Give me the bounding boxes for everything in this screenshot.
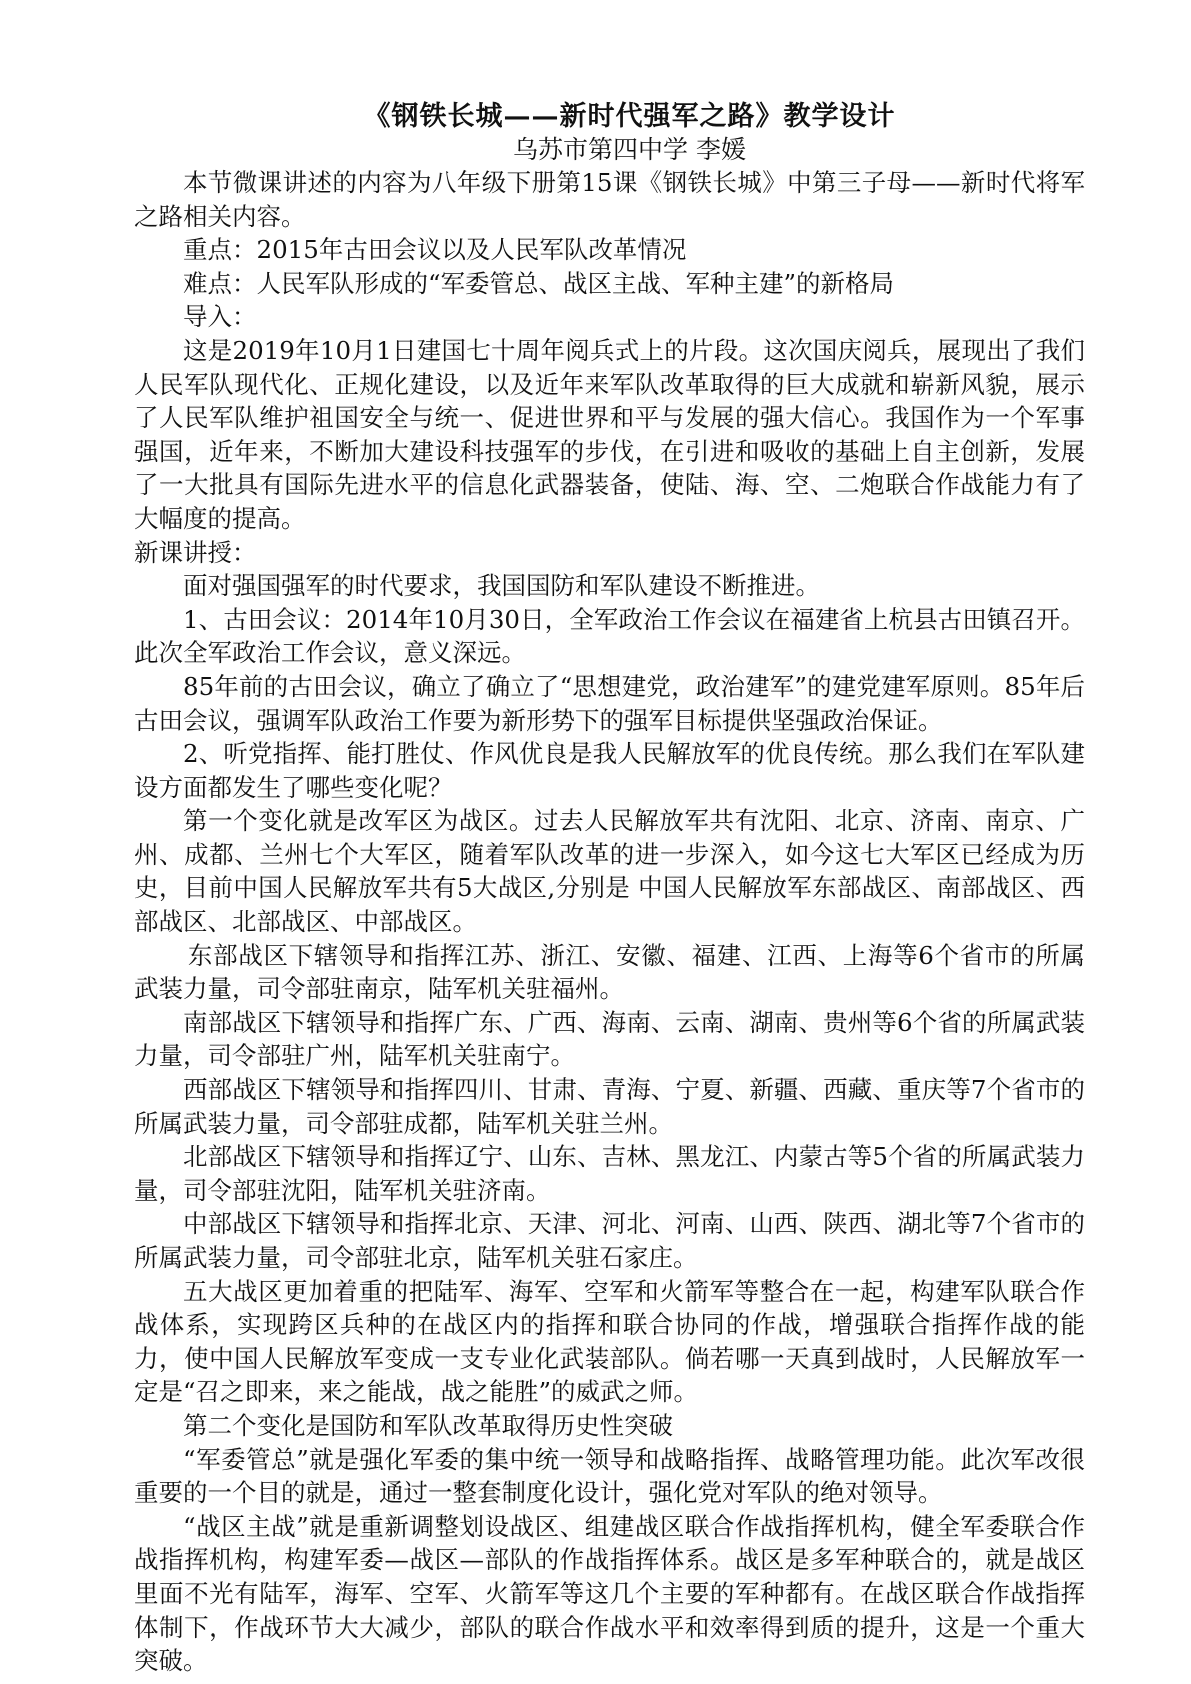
new-lesson-heading: 新课讲授：	[134, 537, 257, 567]
body-paragraph: “战区主战”就是重新调整划设战区、组建战区联合作战指挥机构，健全军委联合作战指挥机构，构建军委—战区—部队的作战指挥体系。战区是多军种联合的，就是战区里面不光有陆军，海军、空军、火箭军等这几个主要的军种都有。在战区联合作战指挥体制下，作战环节大大减少，部队的联合作战水平和效率得到质的提升，这是一个重大突破。	[134, 1511, 1085, 1676]
body-paragraph: 五大战区更加着重的把陆军、海军、空军和火箭军等整合在一起，构建军队联合作战体系，实现跨区兵种的在战区内的指挥和联合协同的作战，增强联合指挥作战的能力，使中国人民解放军变成一支专业化武装部队。倘若哪一天真到战时，人民解放军一定是“召之即来，来之能战，战之能胜”的威武之师。	[134, 1276, 1085, 1407]
body-paragraph: 2、听党指挥、能打胜仗、作风优良是我人民解放军的优良传统。那么我们在军队建设方面都发生了哪些变化呢？	[134, 739, 1085, 802]
intro-paragraph: 本节微课讲述的内容为八年级下册第15课《钢铁长城》中第三子母——新时代将军之路相关内容。	[134, 168, 1085, 231]
body-paragraph: 北部战区下辖领导和指挥辽宁、山东、吉林、黑龙江、内蒙古等5个省的所属武装力量，司令部驻沈阳，陆军机关驻济南。	[134, 1142, 1085, 1205]
body-paragraph: 第二个变化是国防和军队改革取得历史性突破	[183, 1410, 673, 1440]
body-paragraph: 第一个变化就是改军区为战区。过去人民解放军共有沈阳、北京、济南、南京、广州、成都、兰州七个大军区，随着军队改革的进一步深入，如今这七大军区已经成为历史，目前中国人民解放军共有5大战区,分别是 中国人民解放军东部战区、南部战区、西部战区、北部战区、中部战区。	[134, 806, 1085, 937]
body-paragraph: 中部战区下辖领导和指挥北京、天津、河北、河南、山西、陕西、湖北等7个省市的所属武装力量，司令部驻北京，陆军机关驻石家庄。	[134, 1209, 1085, 1272]
key-point-paragraph: 重点：2015年古田会议以及人民军队改革情况	[183, 235, 687, 265]
difficult-point-paragraph: 难点：人民军队形成的“军委管总、战区主战、军种主建”的新格局	[183, 268, 895, 298]
body-paragraph: “军委管总”就是强化军委的集中统一领导和战略指挥、战略管理功能。此次军改很重要的一个目的就是，通过一整套制度化设计，强化党对军队的绝对领导。	[134, 1444, 1085, 1508]
body-paragraph: 东部战区下辖领导和指挥江苏、浙江、安徽、福建、江西、上海等6个省市的所属武装力量，司令部驻南京，陆军机关驻福州。	[134, 940, 1085, 1004]
lead-in-heading: 导入：	[183, 302, 257, 332]
body-paragraph: 南部战区下辖领导和指挥广东、广西、海南、云南、湖南、贵州等6个省的所属武装力量，司令部驻广州，陆军机关驻南宁。	[134, 1007, 1085, 1071]
body-paragraph: 85年前的古田会议，确立了确立了“思想建党，政治建军”的建党建军原则。85年后古田会议，强调军队政治工作要为新形势下的强军目标提供坚强政治保证。	[134, 671, 1085, 735]
body-paragraph: 西部战区下辖领导和指挥四川、甘肃、青海、宁夏、新疆、西藏、重庆等7个省市的所属武装力量，司令部驻成都，陆军机关驻兰州。	[134, 1075, 1085, 1138]
body-paragraph: 面对强国强军的时代要求，我国国防和军队建设不断推进。	[183, 571, 820, 601]
lead-in-paragraph: 这是2019年10月1日建国七十周年阅兵式上的片段。这次国庆阅兵，展现出了我们人民军队现代化、正规化建设，以及近年来军队改革取得的巨大成就和崭新风貌，展示了人民军队维护祖国安全与统一、促进世界和平与发展的强大信心。我国作为一个军事强国，近年来，不断加大建设科技强军的步伐，在引进和吸收的基础上自主创新，发展了一大批具有国际先进水平的信息化武器装备，使陆、海、空、二炮联合作战能力有了大幅度的提高。	[134, 335, 1085, 533]
document-title: 《钢铁长城——新时代强军之路》教学设计	[363, 101, 896, 132]
body-paragraph: 1、古田会议：2014年10月30日，全军政治工作会议在福建省上杭县古田镇召开。此次全军政治工作会议，意义深远。	[134, 604, 1085, 668]
document-author: 乌苏市第四中学 李媛	[513, 135, 746, 164]
